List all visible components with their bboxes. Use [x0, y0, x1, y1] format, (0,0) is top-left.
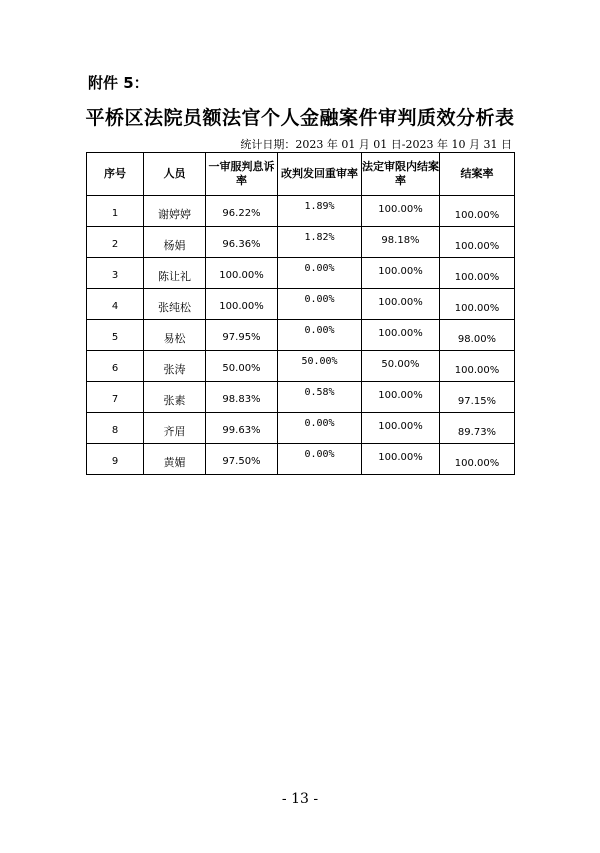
cell-seq-value: 3 [111, 270, 119, 281]
cell-reversal-remand-rate [278, 351, 362, 382]
cell-closure-rate [440, 227, 515, 258]
page-number: - 13 - [281, 791, 319, 807]
cell-person [144, 289, 206, 320]
cell-within-statutory-limit-rate-value: 100.00% [378, 390, 423, 401]
cell-within-statutory-limit-rate-value: 100.00% [378, 421, 423, 432]
cell-person-value: 杨娟 [163, 239, 186, 252]
cell-reversal-remand-rate [278, 289, 362, 320]
cell-seq-value: 2 [111, 239, 119, 250]
judge-quality-table [86, 152, 515, 475]
cell-within-statutory-limit-rate-value: 100.00% [378, 204, 423, 215]
cell-reversal-remand-rate [278, 258, 362, 289]
cell-closure-rate-value: 100.00% [454, 241, 500, 252]
cell-seq [87, 444, 144, 475]
cell-first-instance-acceptance-rate [206, 289, 278, 320]
cell-reversal-remand-rate [278, 227, 362, 258]
statistics-date: 统计日期：2023 年 01 月 01 日-2023 年 10 月 31 日 [240, 138, 512, 151]
cell-closure-rate [440, 320, 515, 351]
cell-first-instance-acceptance-rate-value: 100.00% [219, 301, 264, 312]
cell-first-instance-acceptance-rate-value: 97.95% [222, 332, 261, 343]
table-row [87, 351, 515, 382]
header-within-statutory-limit-rate: 法定审限内结案率 [362, 153, 440, 196]
cell-first-instance-acceptance-rate [206, 258, 278, 289]
header-first-instance-acceptance-rate: 一审服判息诉率 [206, 153, 278, 196]
cell-person-value: 张涛 [163, 363, 186, 376]
cell-person [144, 196, 206, 227]
cell-person-value: 易松 [163, 332, 186, 345]
cell-within-statutory-limit-rate-value: 98.18% [381, 235, 420, 246]
cell-first-instance-acceptance-rate-value: 50.00% [222, 363, 261, 374]
cell-closure-rate-value: 100.00% [454, 272, 500, 283]
cell-person-value: 齐眉 [163, 425, 186, 438]
cell-first-instance-acceptance-rate [206, 196, 278, 227]
cell-reversal-remand-rate [278, 413, 362, 444]
cell-person [144, 258, 206, 289]
cell-first-instance-acceptance-rate [206, 444, 278, 475]
cell-reversal-remand-rate-value: 0.00% [304, 325, 335, 336]
table-header-row [87, 153, 515, 196]
cell-person [144, 320, 206, 351]
cell-seq-value: 6 [111, 363, 119, 374]
table-row [87, 320, 515, 351]
cell-closure-rate [440, 258, 515, 289]
cell-first-instance-acceptance-rate [206, 413, 278, 444]
cell-person [144, 413, 206, 444]
cell-seq [87, 382, 144, 413]
cell-reversal-remand-rate [278, 320, 362, 351]
table-row [87, 413, 515, 444]
cell-first-instance-acceptance-rate-value: 97.50% [222, 456, 261, 467]
header-seq: 序号 [87, 153, 144, 196]
cell-reversal-remand-rate-value: 0.00% [304, 449, 335, 460]
cell-within-statutory-limit-rate [362, 444, 440, 475]
cell-person [144, 227, 206, 258]
cell-person-value: 陈让礼 [158, 270, 191, 283]
cell-seq [87, 351, 144, 382]
table-row [87, 289, 515, 320]
cell-closure-rate [440, 351, 515, 382]
cell-seq-value: 4 [111, 301, 119, 312]
cell-seq-value: 5 [111, 332, 119, 343]
cell-person-value: 张素 [163, 394, 186, 407]
header-closure-rate: 结案率 [440, 153, 515, 196]
cell-person-value: 张纯松 [158, 301, 191, 314]
cell-reversal-remand-rate [278, 444, 362, 475]
cell-closure-rate [440, 382, 515, 413]
table-row [87, 258, 515, 289]
cell-within-statutory-limit-rate [362, 258, 440, 289]
cell-reversal-remand-rate [278, 382, 362, 413]
cell-person [144, 351, 206, 382]
cell-seq [87, 320, 144, 351]
cell-first-instance-acceptance-rate-value: 96.22% [222, 208, 261, 219]
cell-seq-value: 1 [111, 208, 119, 219]
cell-within-statutory-limit-rate [362, 289, 440, 320]
table-row [87, 196, 515, 227]
cell-closure-rate [440, 289, 515, 320]
cell-first-instance-acceptance-rate [206, 382, 278, 413]
cell-within-statutory-limit-rate-value: 50.00% [381, 359, 420, 370]
cell-reversal-remand-rate-value: 50.00% [301, 356, 338, 367]
cell-first-instance-acceptance-rate [206, 227, 278, 258]
cell-person-value: 黄媚 [163, 456, 186, 469]
table-row [87, 382, 515, 413]
table-row [87, 227, 515, 258]
cell-person [144, 444, 206, 475]
document-title: 平桥区法院员额法官个人金融案件审判质效分析表 [85, 107, 515, 129]
cell-within-statutory-limit-rate-value: 100.00% [378, 328, 423, 339]
cell-closure-rate-value: 100.00% [454, 210, 500, 221]
cell-within-statutory-limit-rate [362, 320, 440, 351]
cell-reversal-remand-rate-value: 0.58% [304, 387, 335, 398]
cell-closure-rate-value: 98.00% [457, 334, 497, 345]
table-row [87, 444, 515, 475]
cell-first-instance-acceptance-rate-value: 100.00% [219, 270, 264, 281]
cell-closure-rate-value: 100.00% [454, 458, 500, 469]
cell-first-instance-acceptance-rate-value: 96.36% [222, 239, 261, 250]
cell-within-statutory-limit-rate-value: 100.00% [378, 266, 423, 277]
cell-seq-value: 7 [111, 394, 119, 405]
cell-seq [87, 196, 144, 227]
cell-within-statutory-limit-rate-value: 100.00% [378, 452, 423, 463]
attachment-label: 附件 5： [88, 74, 149, 92]
cell-first-instance-acceptance-rate [206, 320, 278, 351]
cell-seq [87, 258, 144, 289]
cell-closure-rate-value: 89.73% [457, 427, 497, 438]
cell-closure-rate-value: 97.15% [457, 396, 497, 407]
cell-within-statutory-limit-rate [362, 413, 440, 444]
cell-seq-value: 8 [111, 425, 119, 436]
cell-reversal-remand-rate-value: 1.82% [304, 232, 335, 243]
cell-reversal-remand-rate [278, 196, 362, 227]
cell-person-value: 谢婷婷 [158, 208, 191, 221]
header-reversal-remand-rate: 改判发回重审率 [278, 153, 362, 196]
cell-seq-value: 9 [111, 456, 119, 467]
header-person: 人员 [144, 153, 206, 196]
cell-within-statutory-limit-rate [362, 382, 440, 413]
cell-closure-rate [440, 444, 515, 475]
cell-within-statutory-limit-rate-value: 100.00% [378, 297, 423, 308]
cell-closure-rate-value: 100.00% [454, 365, 500, 376]
cell-seq [87, 227, 144, 258]
cell-reversal-remand-rate-value: 0.00% [304, 418, 335, 429]
cell-first-instance-acceptance-rate-value: 99.63% [222, 425, 261, 436]
cell-within-statutory-limit-rate [362, 196, 440, 227]
cell-reversal-remand-rate-value: 1.89% [304, 201, 335, 212]
cell-within-statutory-limit-rate [362, 351, 440, 382]
cell-closure-rate-value: 100.00% [454, 303, 500, 314]
cell-closure-rate [440, 196, 515, 227]
cell-reversal-remand-rate-value: 0.00% [304, 263, 335, 274]
cell-first-instance-acceptance-rate-value: 98.83% [222, 394, 261, 405]
cell-closure-rate [440, 413, 515, 444]
cell-seq [87, 289, 144, 320]
cell-first-instance-acceptance-rate [206, 351, 278, 382]
cell-seq [87, 413, 144, 444]
cell-person [144, 382, 206, 413]
cell-within-statutory-limit-rate [362, 227, 440, 258]
cell-reversal-remand-rate-value: 0.00% [304, 294, 335, 305]
